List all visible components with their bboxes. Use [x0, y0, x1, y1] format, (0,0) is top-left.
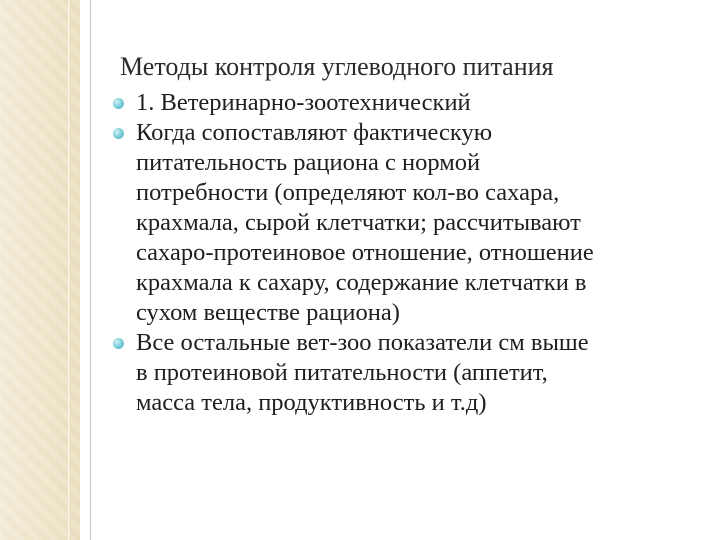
bullet-item: [98, 118, 698, 328]
bullet-line: в протеиновой питательности (аппетит,: [136, 359, 548, 386]
bullet-line: питательность рациона с нормой: [136, 149, 481, 176]
bullet-dot-icon: [113, 98, 124, 109]
bullet-dot-icon: [113, 338, 124, 349]
vertical-divider: [90, 0, 91, 540]
bullet-item: [98, 88, 698, 118]
side-panel-stripe: [68, 0, 71, 540]
slide-title: Методы контроля углеводного питания: [120, 52, 554, 81]
bullet-line: Когда сопоставляют фактическую: [136, 119, 493, 146]
bullet-line: 1. Ветеринарно-зоотехнический: [136, 89, 471, 116]
bullet-item: [98, 328, 698, 418]
bullet-list: [98, 88, 698, 418]
bullet-line: масса тела, продуктивность и т.д): [136, 389, 487, 416]
bullet-line: Все остальные вет-зоо показатели см выше: [136, 329, 589, 356]
bullet-dot-icon: [113, 128, 124, 139]
bullet-line: потребности (определяют кол-во сахара,: [136, 179, 560, 206]
bullet-line: крахмала к сахару, содержание клетчатки в: [136, 269, 587, 296]
bullet-line: сухом веществе рациона): [136, 299, 400, 326]
decorative-side-panel: [0, 0, 80, 540]
bullet-line: сахаро-протеиновое отношение, отношение: [136, 239, 594, 266]
bullet-line: крахмала, сырой клетчатки; рассчитывают: [136, 209, 581, 236]
